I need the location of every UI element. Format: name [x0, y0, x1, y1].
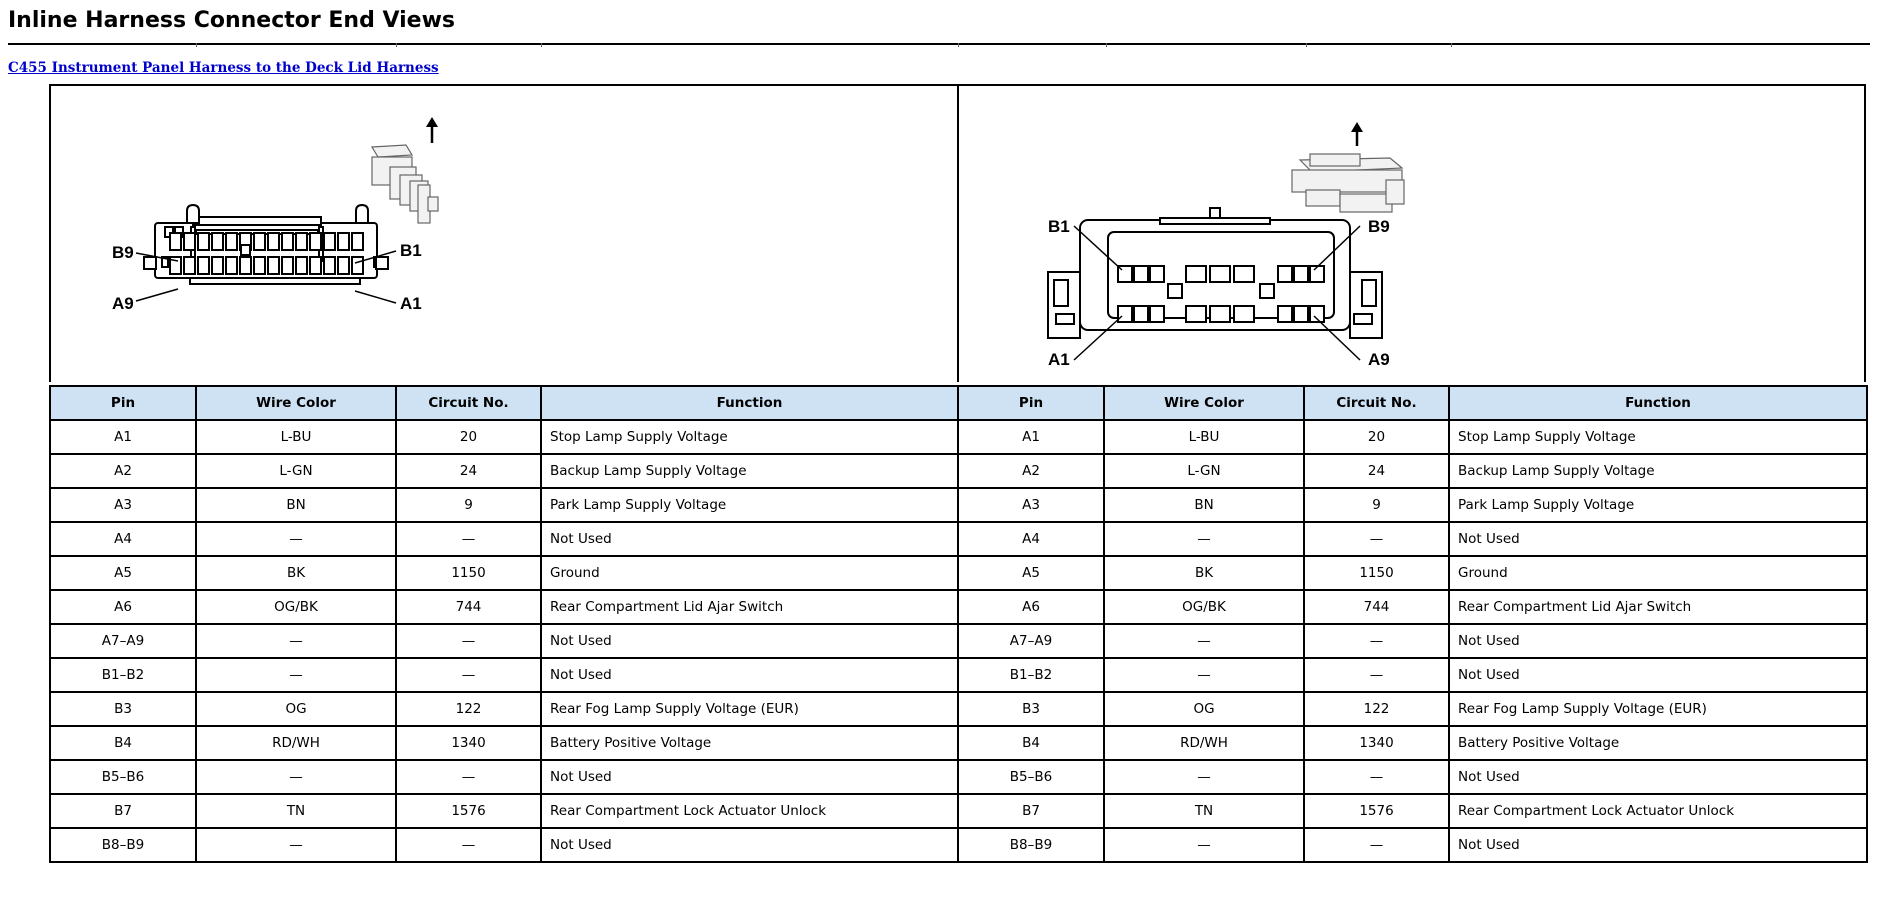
- column-tick: [958, 43, 959, 47]
- circuit-no-cell: 744: [1304, 590, 1449, 624]
- column-tick: [1106, 43, 1107, 47]
- table-header-row: [50, 386, 1867, 420]
- function-cell: Not Used: [1449, 522, 1867, 556]
- pin-cell: A2: [958, 454, 1104, 488]
- orientation-arrow-icon: [426, 117, 438, 143]
- table-row: [50, 658, 1867, 692]
- page-title: Inline Harness Connector End Views: [8, 8, 456, 33]
- function-cell: Ground: [1449, 556, 1867, 590]
- circuit-no-cell: 24: [1304, 454, 1449, 488]
- wire-color-cell: L-BU: [1104, 420, 1304, 454]
- pin-cell: A3: [958, 488, 1104, 522]
- table-row: [50, 760, 1867, 794]
- circuit-no-cell: —: [396, 828, 541, 862]
- pin-cell: A7–A9: [50, 624, 196, 658]
- wire-color-cell: BN: [1104, 488, 1304, 522]
- connector-drawing: [100, 115, 480, 335]
- pin-cell: B8–B9: [50, 828, 196, 862]
- wire-color-cell: —: [196, 624, 396, 658]
- column-tick: [541, 43, 542, 47]
- connector-link[interactable]: C455 Instrument Panel Harness to the Deck Lid Harness: [8, 60, 439, 76]
- function-cell: Not Used: [1449, 658, 1867, 692]
- function-cell: Rear Fog Lamp Supply Voltage (EUR): [1449, 692, 1867, 726]
- pin-label-a9: A9: [1368, 350, 1390, 369]
- function-cell: Rear Compartment Lid Ajar Switch: [541, 590, 958, 624]
- pin-cell: B5–B6: [958, 760, 1104, 794]
- table-row: [50, 556, 1867, 590]
- wire-color-cell: —: [1104, 828, 1304, 862]
- circuit-no-cell: 20: [1304, 420, 1449, 454]
- function-cell: Not Used: [541, 760, 958, 794]
- connector-end-view-right: [1010, 120, 1430, 370]
- pin-cell: A7–A9: [958, 624, 1104, 658]
- pin-cell: B1–B2: [958, 658, 1104, 692]
- circuit-no-cell: —: [396, 624, 541, 658]
- pinout-table: [49, 385, 1868, 863]
- circuit-no-cell: 20: [396, 420, 541, 454]
- wire-color-cell: —: [1104, 522, 1304, 556]
- header-wire-color: Wire Color: [1104, 386, 1304, 420]
- function-cell: Not Used: [541, 522, 958, 556]
- pin-cell: B4: [50, 726, 196, 760]
- pin-label-a1: A1: [400, 294, 422, 313]
- circuit-no-cell: —: [1304, 828, 1449, 862]
- pin-cell: A1: [50, 420, 196, 454]
- column-tick: [1306, 43, 1307, 47]
- function-cell: Stop Lamp Supply Voltage: [541, 420, 958, 454]
- function-cell: Not Used: [541, 828, 958, 862]
- function-cell: Backup Lamp Supply Voltage: [541, 454, 958, 488]
- circuit-no-cell: 9: [396, 488, 541, 522]
- wire-color-cell: L-BU: [196, 420, 396, 454]
- circuit-no-cell: —: [1304, 624, 1449, 658]
- pin-cell: B7: [50, 794, 196, 828]
- header-pin: Pin: [958, 386, 1104, 420]
- function-cell: Rear Compartment Lock Actuator Unlock: [541, 794, 958, 828]
- function-cell: Battery Positive Voltage: [1449, 726, 1867, 760]
- wire-color-cell: L-GN: [196, 454, 396, 488]
- table-row: [50, 590, 1867, 624]
- pin-label-b1: B1: [1048, 217, 1070, 236]
- wire-color-cell: TN: [196, 794, 396, 828]
- wire-color-cell: —: [1104, 760, 1304, 794]
- circuit-no-cell: —: [396, 522, 541, 556]
- wire-color-cell: —: [1104, 624, 1304, 658]
- pin-label-b9: B9: [1368, 217, 1390, 236]
- pin-cell: B7: [958, 794, 1104, 828]
- column-tick: [1451, 43, 1452, 47]
- header-circuit-no: Circuit No.: [396, 386, 541, 420]
- function-cell: Not Used: [1449, 828, 1867, 862]
- wire-color-cell: —: [196, 522, 396, 556]
- wire-color-cell: —: [196, 658, 396, 692]
- circuit-no-cell: 1340: [1304, 726, 1449, 760]
- wire-color-cell: OG: [196, 692, 396, 726]
- pin-cell: B4: [958, 726, 1104, 760]
- circuit-no-cell: 1340: [396, 726, 541, 760]
- pin-cell: A1: [958, 420, 1104, 454]
- orientation-arrow-icon: [1351, 122, 1363, 146]
- pin-cell: A3: [50, 488, 196, 522]
- wire-color-cell: TN: [1104, 794, 1304, 828]
- circuit-no-cell: 9: [1304, 488, 1449, 522]
- header-pin: Pin: [50, 386, 196, 420]
- wire-color-cell: —: [196, 760, 396, 794]
- pin-cell: A6: [50, 590, 196, 624]
- pin-cell: A6: [958, 590, 1104, 624]
- wire-color-cell: OG: [1104, 692, 1304, 726]
- function-cell: Rear Compartment Lid Ajar Switch: [1449, 590, 1867, 624]
- title-divider: [8, 43, 1870, 45]
- wire-color-cell: BN: [196, 488, 396, 522]
- function-cell: Ground: [541, 556, 958, 590]
- connector-views-divider: [957, 84, 959, 382]
- pin-cell: A2: [50, 454, 196, 488]
- wire-color-cell: OG/BK: [196, 590, 396, 624]
- wire-color-cell: BK: [1104, 556, 1304, 590]
- header-circuit-no: Circuit No.: [1304, 386, 1449, 420]
- column-tick: [196, 43, 197, 47]
- pin-cell: A5: [50, 556, 196, 590]
- function-cell: Rear Compartment Lock Actuator Unlock: [1449, 794, 1867, 828]
- table-row: [50, 828, 1867, 862]
- pin-cell: B3: [958, 692, 1104, 726]
- table-row: [50, 692, 1867, 726]
- table-row: [50, 488, 1867, 522]
- function-cell: Stop Lamp Supply Voltage: [1449, 420, 1867, 454]
- pin-label-b9: B9: [112, 243, 134, 262]
- circuit-no-cell: —: [1304, 522, 1449, 556]
- wire-color-cell: BK: [196, 556, 396, 590]
- header-function: Function: [541, 386, 958, 420]
- circuit-no-cell: 122: [396, 692, 541, 726]
- circuit-no-cell: 122: [1304, 692, 1449, 726]
- circuit-no-cell: —: [1304, 760, 1449, 794]
- pin-cell: A5: [958, 556, 1104, 590]
- pin-label-a1: A1: [1048, 350, 1070, 369]
- circuit-no-cell: —: [396, 658, 541, 692]
- pin-cell: A4: [958, 522, 1104, 556]
- circuit-no-cell: —: [396, 760, 541, 794]
- pin-cell: A4: [50, 522, 196, 556]
- connector-end-view-left: [100, 115, 480, 335]
- circuit-no-cell: 1576: [396, 794, 541, 828]
- table-row: [50, 624, 1867, 658]
- wire-color-cell: —: [1104, 658, 1304, 692]
- connector-3d-icon: [1292, 154, 1404, 212]
- circuit-no-cell: 1576: [1304, 794, 1449, 828]
- wire-color-cell: RD/WH: [196, 726, 396, 760]
- pin-cell: B5–B6: [50, 760, 196, 794]
- function-cell: Not Used: [541, 658, 958, 692]
- pin-label-a9: A9: [112, 294, 134, 313]
- wire-color-cell: —: [196, 828, 396, 862]
- circuit-no-cell: 24: [396, 454, 541, 488]
- function-cell: Not Used: [541, 624, 958, 658]
- header-function: Function: [1449, 386, 1867, 420]
- wire-color-cell: RD/WH: [1104, 726, 1304, 760]
- column-tick: [396, 43, 397, 47]
- function-cell: Park Lamp Supply Voltage: [1449, 488, 1867, 522]
- circuit-no-cell: 744: [396, 590, 541, 624]
- circuit-no-cell: 1150: [1304, 556, 1449, 590]
- function-cell: Park Lamp Supply Voltage: [541, 488, 958, 522]
- function-cell: Not Used: [1449, 624, 1867, 658]
- pin-cell: B8–B9: [958, 828, 1104, 862]
- table-row: [50, 794, 1867, 828]
- pin-label-b1: B1: [400, 241, 422, 260]
- circuit-no-cell: 1150: [396, 556, 541, 590]
- table-row: [50, 420, 1867, 454]
- table-row: [50, 522, 1867, 556]
- pin-cell: B1–B2: [50, 658, 196, 692]
- function-cell: Backup Lamp Supply Voltage: [1449, 454, 1867, 488]
- header-wire-color: Wire Color: [196, 386, 396, 420]
- table-row: [50, 454, 1867, 488]
- connector-3d-icon: [372, 145, 438, 223]
- function-cell: Battery Positive Voltage: [541, 726, 958, 760]
- function-cell: Not Used: [1449, 760, 1867, 794]
- connector-drawing: [1010, 120, 1430, 370]
- pin-cell: B3: [50, 692, 196, 726]
- wire-color-cell: OG/BK: [1104, 590, 1304, 624]
- table-row: [50, 726, 1867, 760]
- circuit-no-cell: —: [1304, 658, 1449, 692]
- wire-color-cell: L-GN: [1104, 454, 1304, 488]
- function-cell: Rear Fog Lamp Supply Voltage (EUR): [541, 692, 958, 726]
